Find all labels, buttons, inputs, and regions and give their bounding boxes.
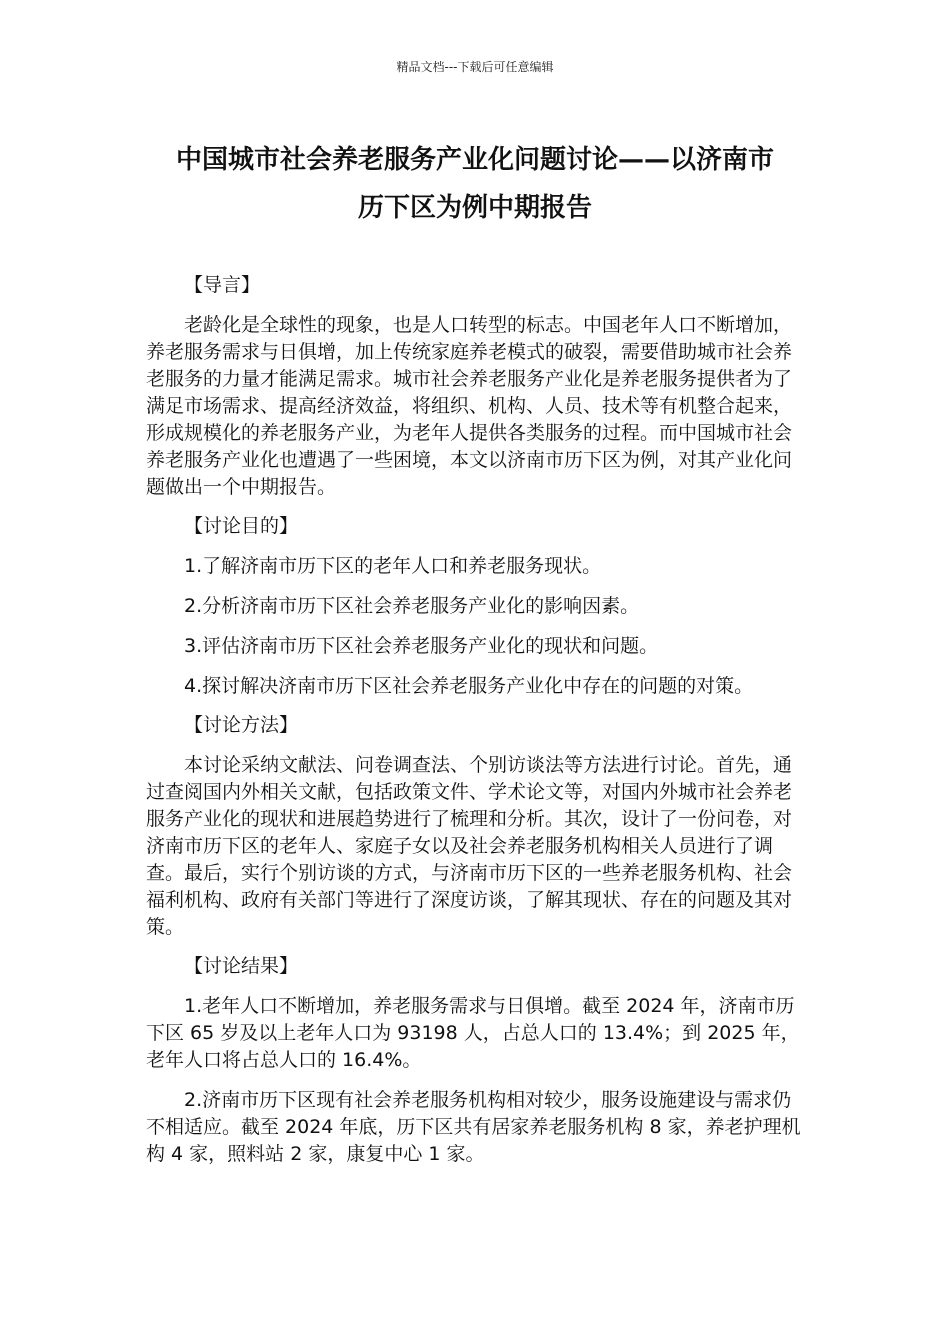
document-title (130, 136, 820, 232)
purpose-item: 2.分析济南市历下区社会养老服务产业化的影响因素。 (184, 595, 640, 617)
purpose-item: 3.评估济南市历下区社会养老服务产业化的现状和问题。 (184, 635, 659, 657)
title-line-1: 中国城市社会养老服务产业化问题讨论——以济南市 (175, 145, 774, 175)
page-header: 精品文档---下载后可任意编辑 (396, 60, 554, 74)
result-heading: 【讨论结果】 (184, 955, 299, 977)
purpose-heading: 【讨论目的】 (184, 515, 299, 537)
result-item: 2.济南市历下区现有社会养老服务机构相对较少，服务设施建设与需求仍不相适应。截至 2024 年底，历下区共有居家养老服务机构 8 家，养老护理机构 4 家，照料站 2 家，康复中心 1 家。 (146, 1089, 801, 1165)
result-item: 1.老年人口不断增加，养老服务需求与日俱增。截至 2024 年，济南市历下区 65 岁及以上老年人口为 93198 人，占总人口的 13.4%；到 2025 年，老年人口将占总人口的 16.4%。 (146, 995, 800, 1071)
title-line-2: 历下区为例中期报告 (357, 193, 592, 223)
intro-heading: 【导言】 (184, 274, 261, 296)
method-heading: 【讨论方法】 (184, 714, 299, 736)
purpose-item: 4.探讨解决济南市历下区社会养老服务产业化中存在的问题的对策。 (184, 675, 754, 697)
purpose-item: 1.了解济南市历下区的老年人口和养老服务现状。 (184, 555, 602, 577)
method-paragraph: 本讨论采纳文献法、问卷调查法、个别访谈法等方法进行讨论。首先，通过查阅国内外相关文献，包括政策文件、学术论文等，对国内外城市社会养老服务产业化的现状和进展趋势进行了梳理和分析。其次，设计了一份问卷，对济南市历下区的老年人、家庭子女以及社会养老服务机构相关人员进行了调查。最后，实行个别访谈的方式，与济南市历下区的一些养老服务机构、社会福利机构、政府有关部门等进行了深度访谈，了解其现状、存在的问题及其对策。 (146, 754, 793, 938)
intro-paragraph: 老龄化是全球性的现象，也是人口转型的标志。中国老年人口不断增加，养老服务需求与日俱增，加上传统家庭养老模式的破裂，需要借助城市社会养老服务的力量才能满足需求。城市社会养老服务产业化是养老服务提供者为了满足市场需求、提高经济效益，将组织、机构、人员、技术等有机整合起来，形成规模化的养老服务产业，为老年人提供各类服务的过程。而中国城市社会养老服务产业化也遭遇了一些困境，本文以济南市历下区为例，对其产业化问题做出一个中期报告。 (146, 314, 793, 498)
document-body (146, 268, 806, 1168)
